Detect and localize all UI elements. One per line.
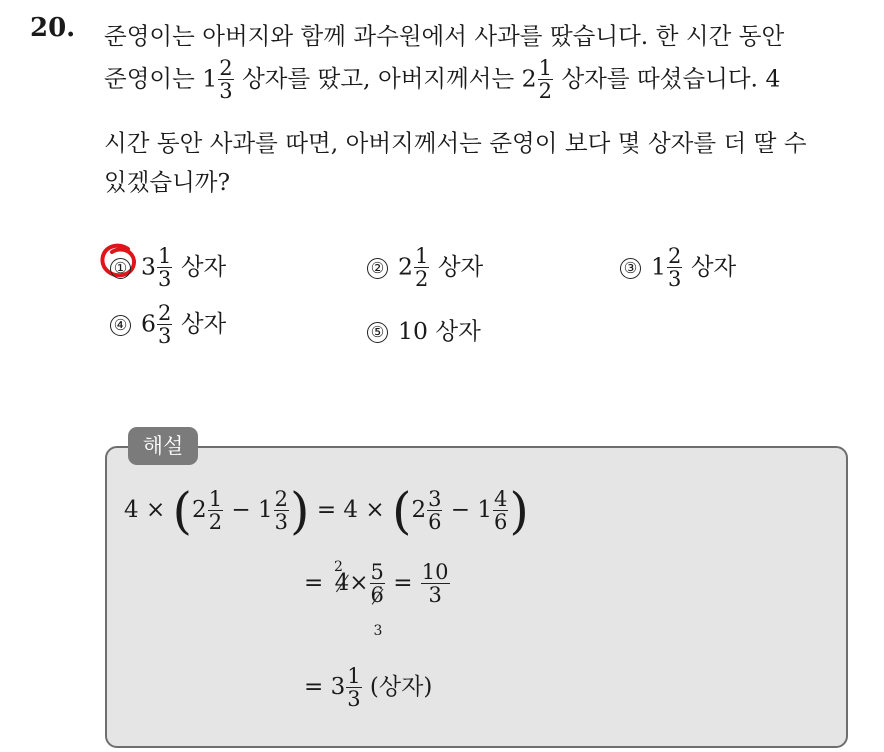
option-4[interactable]: ④ 6 $\frac{2}{3}$ 상자 xyxy=(110,303,226,347)
question-text: 상자를 땄고, 아버지께서는 2 xyxy=(234,64,537,93)
fraction: $\frac{1}{2}$ xyxy=(414,244,429,291)
paren-open: ( xyxy=(172,482,193,540)
option-5[interactable]: ⑤ 10 상자 xyxy=(367,312,481,346)
cancelled-number: 6 xyxy=(370,583,384,607)
question-line-2 xyxy=(104,58,780,102)
fraction: $\frac{2}{3}$ xyxy=(274,487,288,534)
question-text: 상자를 따셨습니다. 4 xyxy=(554,64,781,93)
paren-open: ( xyxy=(391,482,412,540)
fraction: 5 6 3 xyxy=(370,560,384,639)
fraction: $\frac{2}{3}$ xyxy=(157,301,172,348)
fraction: $\frac{1}{2}$ xyxy=(208,487,223,534)
question-line-4: 있겠습니까? xyxy=(104,168,231,196)
question-line-1: 준영이는 아버지와 함께 과수원에서 사과를 땄습니다. 한 시간 동안 xyxy=(104,22,785,50)
solution-line-1: 4 × (2 $\frac{1}{2}$ − 1 $\frac{2}{3}$ ) = 4 × (2 $\frac{3}{6}$ − 1 $\frac{4}{6}$ ) xyxy=(124,482,529,540)
option-number: ② xyxy=(367,258,388,279)
option-2[interactable]: ② 2 $\frac{1}{2}$ 상자 xyxy=(367,246,483,290)
question-number: 20. xyxy=(30,13,76,43)
option-number: ① xyxy=(110,258,131,279)
question-line-3: 시간 동안 사과를 따면, 아버지께서는 준영이 보다 몇 상자를 더 딸 수 xyxy=(104,129,807,157)
fraction: $\frac{2}{3}$ xyxy=(219,56,233,103)
fraction: $\frac{2}{3}$ xyxy=(667,244,682,291)
paren-close: ) xyxy=(509,482,529,540)
option-number: ③ xyxy=(620,258,641,279)
option-3[interactable]: ③ 1 $\frac{2}{3}$ 상자 xyxy=(620,246,736,290)
fraction: $\frac{1}{2}$ xyxy=(538,56,552,103)
solution-label: 해설 xyxy=(128,427,198,465)
option-1[interactable]: ① 3 $\frac{1}{3}$ 상자 xyxy=(110,246,226,290)
cancelled-number: 4 xyxy=(334,570,350,596)
paren-close: ) xyxy=(289,482,310,540)
question-text: 준영이는 1 xyxy=(104,64,218,93)
fraction: $\frac{1}{3}$ xyxy=(347,664,361,711)
fraction: $\frac{4}{6}$ xyxy=(494,487,508,534)
solution-line-3: = 3 $\frac{1}{3}$ (상자) xyxy=(304,664,433,711)
fraction: $\frac{10}{3}$ xyxy=(421,560,449,607)
fraction: $\frac{3}{6}$ xyxy=(428,487,442,534)
fraction: $\frac{1}{3}$ xyxy=(157,244,172,291)
option-number: ⑤ xyxy=(367,322,388,343)
solution-line-2: = 4 2 × 5 6 3 = $\frac{10}{3}$ xyxy=(304,559,449,639)
option-number: ④ xyxy=(110,315,131,336)
